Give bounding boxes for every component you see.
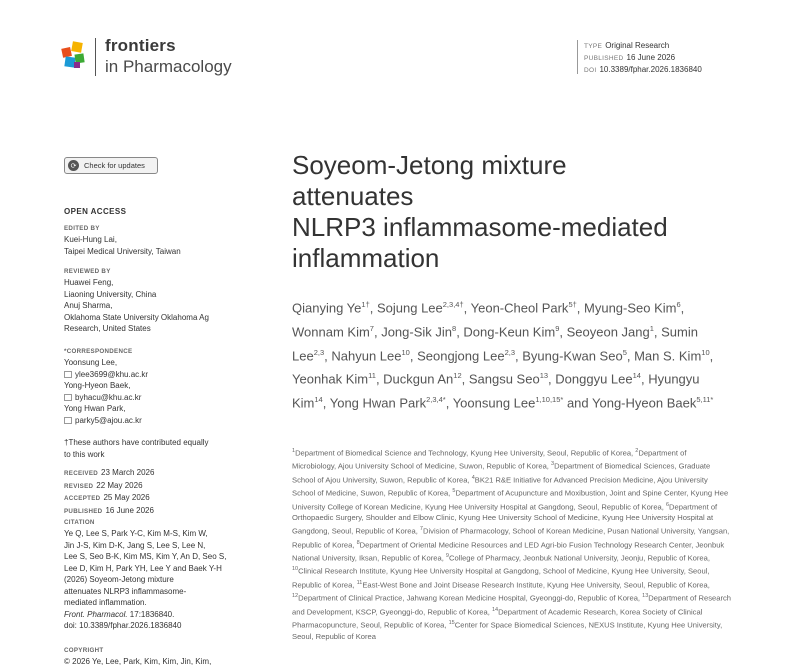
affiliation-text: Department of Acupuncture and Moxibustion, Joint and Spine Center, Kyung Hee University College of Korean Medicine, Kyung Hee University Hospital at Gangdong, Seoul, Republic of Korea, bbox=[292, 488, 729, 512]
refresh-icon: ⟳ bbox=[68, 160, 79, 171]
author-affiliation-marker: 10 bbox=[701, 347, 710, 357]
affiliation-text: Department of Microbiology, Ajou University School of Medicine, Suwon, Republic of Korea, bbox=[292, 448, 687, 471]
author-name[interactable]: Qianying Ye bbox=[292, 300, 362, 316]
citation-doi[interactable]: doi: 10.3389/fphar.2026.1836840 bbox=[64, 621, 182, 630]
edited-by-section: EDITED BY Kuei-Hung Lai, Taipei Medical University, Taiwan bbox=[64, 225, 181, 256]
author-affiliation-marker: 11 bbox=[368, 371, 376, 381]
author-affiliation-marker: 12 bbox=[453, 371, 462, 381]
affiliation-number: 15 bbox=[448, 620, 455, 627]
journal-name: in Pharmacology bbox=[105, 57, 232, 76]
article-published: PUBLISHED 16 June 2026 bbox=[584, 53, 676, 62]
affiliation-text: College of Pharmacy, Jeonbuk National University, Jeonju, Republic of Korea, bbox=[448, 553, 710, 563]
author-name[interactable]: Seoyeon Jang bbox=[566, 324, 650, 340]
author-name[interactable]: Hyungyu Kim bbox=[292, 371, 700, 411]
author-name[interactable]: Duckgun An bbox=[383, 371, 454, 387]
author-affiliation-marker: 6 bbox=[676, 300, 681, 309]
email-icon bbox=[64, 371, 72, 378]
reviewed-by-section: REVIEWED BY Huawei Feng, Liaoning University, China Anuj Sharma, Oklahoma State University Oklahoma Ag Research, United States bbox=[64, 268, 209, 333]
author-affiliation-marker: 5 bbox=[622, 347, 627, 357]
affiliation-list bbox=[292, 446, 732, 643]
affiliation-text: Clinical Research Institute, Kyung Hee University Hospital at Gangdong, School of Medicine, Kyung Hee University, Seoul, Republic of Korea, bbox=[292, 566, 710, 590]
copyright-section: COPYRIGHT © 2026 Ye, Lee, Park, Kim, Kim, Jin, Kim, bbox=[64, 647, 212, 666]
dates-section: RECEIVED 23 March 2026 REVISED 22 May 2026 ACCEPTED 25 May 2026 PUBLISHED 16 June 2026 bbox=[64, 468, 155, 515]
affiliation-number: 3 bbox=[551, 461, 555, 468]
affiliation-text: BK21 R&E Initiative for Advanced Precision Medicine, Ajou University School of Medicine, Suwon, Republic of Korea, bbox=[292, 475, 708, 498]
affiliation-number: 4 bbox=[471, 474, 475, 481]
affiliation-text: Department of Oriental Medicine Resources and LED Agri-bio Fusion Technology Research Center, Jeonbuk National University, Iksan, Republic of Korea, bbox=[292, 540, 725, 563]
author-name[interactable]: Sangsu Seo bbox=[468, 371, 540, 387]
affiliation-text: Department of Research and Development, KSCP, Gyeonggi-do, Republic of Korea, bbox=[292, 593, 731, 617]
affiliation-number: 2 bbox=[635, 448, 639, 454]
correspondence-section: *CORRESPONDENCE Yoonsung Lee, ylee3699@khu.ac.kr Yong-Hyeon Baek, byhacu@khu.ac.kr Yong Hwan Park, parky5@ajou.ac.kr bbox=[64, 348, 149, 425]
author-affiliation-marker: 9 bbox=[555, 323, 560, 333]
affiliation-text: Department of Academic Research, Korea Society of Clinical Pharmacopuncture, Seoul, Republic of Korea, bbox=[292, 607, 703, 630]
affiliation-number: 11 bbox=[356, 579, 363, 586]
author-name[interactable]: Donggyu Lee bbox=[555, 371, 633, 387]
author-name[interactable]: Yong Hwan Park bbox=[329, 395, 427, 411]
brand-divider bbox=[95, 38, 96, 76]
author-affiliation-marker: 1† bbox=[361, 300, 370, 309]
meta-divider bbox=[577, 40, 578, 74]
email-link[interactable]: ylee3699@khu.ac.kr bbox=[75, 369, 149, 379]
author-affiliation-marker: 5,11* bbox=[696, 395, 714, 405]
frontiers-logo-icon bbox=[60, 40, 90, 70]
affiliation-text: Department of Biomedical Science and Technology, Kyung Hee University, Seoul, Republic of Korea, bbox=[295, 448, 636, 458]
author-name[interactable]: Yoonsung Lee bbox=[452, 395, 536, 411]
citation-section: CITATION Ye Q, Lee S, Park Y-C, Kim M-S, Kim W, Jin J-S, Kim D-K, Jang S, Lee S, Lee N, Lee S, Seo B-K, Kim MS, Kim Y, An D, Seo S, Lee D, Kim H, Park YH, Lee Y and Baek Y-H (2026) Soyeom-Jetong mixture attenuates NLRP3 inflammasome- mediated inflammation. Front. Pharmacol. 17:1836840. doi: 10.3389/fphar.2026.1836840 bbox=[64, 518, 244, 632]
author-affiliation-marker: 1,10,15* bbox=[535, 395, 564, 405]
author-affiliation-marker: 5† bbox=[568, 300, 577, 309]
affiliation-number: 14 bbox=[491, 606, 499, 613]
affiliation-number: 13 bbox=[642, 593, 649, 600]
author-name[interactable]: Wonnam Kim bbox=[292, 324, 370, 340]
author-name[interactable]: Nahyun Lee bbox=[331, 347, 402, 363]
author-affiliation-marker: 2,3,4† bbox=[442, 300, 464, 309]
author-list: Qianying $Ye^{1\dagger}$, Sojung Lee$^{2,3,4\dagger}$, Yeon-Cheol Park$^{5\dagger}$, Myung-Seo Kim$^6$, Wonnam Kim$^7$, Jong-Sik Jin$^8$, Dong-Keun Kim$^9$, Seoyeon Jang$^1$, Sumin Lee$^{2,3}$, Nahyun Lee$^{10}$, Seongjong Lee$^{2,3}$, Byung-Kwan Seo$^5$, Man S. Kim$^{10}$, Yeonhak Kim$^{11}$, Duckgun An$^{12}$, Sangsu Seo$^{13}$, Donggyu Lee$^{14}$, Hyungyu Kim$^{14}$, Yong Hwan Park$^{2,3,4*}$, Yoonsung Lee$^{1,10,15*}$ and Yong-Hyeon Baek$^{5,11*}$ bbox=[292, 300, 714, 411]
author-affiliation-marker: 14 bbox=[632, 371, 641, 381]
affiliation-text: East-West Bone and Joint Disease Research Institute, Kyung Hee University, Seoul, Republic of Korea, bbox=[362, 580, 710, 590]
affiliation-text: Department of Clinical Practice, Jahwang Korean Medicine Hospital, Gyeonggi-do, Republic of Korea, bbox=[298, 593, 643, 603]
author-affiliation-marker: 13 bbox=[539, 371, 549, 381]
author-name[interactable]: Yeonhak Kim bbox=[292, 371, 369, 387]
author-name[interactable]: Seongjong Lee bbox=[417, 347, 505, 363]
affiliation-number: 7 bbox=[419, 526, 423, 533]
affiliation-text: Division of Pharmacology, School of Korean Medicine, Pusan National University, Yangsan, Republic of Korea, bbox=[292, 526, 730, 550]
affiliation-number: 1 bbox=[292, 448, 296, 454]
author-affiliation-marker: 2,3,4* bbox=[426, 395, 446, 405]
author-name[interactable]: Jong-Sik Jin bbox=[381, 324, 453, 340]
affiliation-text: Department of Biomedical Sciences, Graduate School of Ajou University, Suwon, Republic of Korea, bbox=[292, 461, 711, 485]
author-name[interactable]: Myung-Seo Kim bbox=[584, 300, 677, 316]
author-affiliation-marker: 10 bbox=[401, 347, 410, 357]
article-type: TYPE Original Research bbox=[584, 41, 670, 50]
affiliation-text: Department of Orthopaedic Surgery, Shoulder and Elbow Clinic, Kyung Hee University School of Medicine, Kyung Hee University Hospital at Gangdong, Seoul, Republic of Korea, bbox=[292, 502, 718, 536]
affiliation-number: 9 bbox=[445, 552, 449, 559]
affiliation-number: 5 bbox=[452, 488, 456, 495]
author-affiliation-marker: 7 bbox=[369, 323, 374, 333]
article-title: Soyeom-Jetong mixture attenuates NLRP3 inflammasome-mediated inflammation bbox=[292, 150, 668, 273]
affiliation-text: Center for Space Biomedical Sciences, NEXUS Institute, Kyung Hee University, Seoul, Republic of Korea bbox=[292, 620, 723, 641]
author-name[interactable]: Yong-Hyeon Baek bbox=[592, 395, 697, 411]
open-access-label: OPEN ACCESS bbox=[64, 207, 127, 216]
author-name[interactable]: Sumin Lee bbox=[292, 324, 698, 363]
author-name[interactable]: Man S. Kim bbox=[634, 347, 702, 363]
journal-name-bold: frontiers bbox=[105, 36, 176, 55]
author-name[interactable]: Yeon-Cheol Park bbox=[470, 300, 569, 316]
equal-contribution-note: †These authors have contributed equally to this work bbox=[64, 438, 209, 459]
email-icon bbox=[64, 394, 72, 401]
article-doi[interactable]: DOI 10.3389/fphar.2026.1836840 bbox=[584, 65, 702, 74]
author-affiliation-marker: 8 bbox=[452, 323, 457, 333]
author-affiliation-marker: 2,3 bbox=[313, 347, 325, 357]
author-name[interactable]: Dong-Keun Kim bbox=[463, 324, 556, 340]
affiliation-number: 10 bbox=[292, 566, 299, 573]
affiliation-number: 6 bbox=[665, 501, 670, 508]
check-for-updates-button[interactable]: ⟳ Check for updates bbox=[64, 157, 158, 174]
author-affiliation-marker: 1 bbox=[649, 323, 654, 333]
affiliation-number: 12 bbox=[292, 593, 299, 600]
affiliation-number: 8 bbox=[356, 539, 360, 546]
author-name[interactable]: Byung-Kwan Seo bbox=[522, 347, 623, 363]
author-affiliation-marker: 2,3 bbox=[504, 347, 515, 357]
email-link[interactable]: byhacu@khu.ac.kr bbox=[75, 392, 142, 402]
author-name[interactable]: Sojung Lee bbox=[376, 300, 443, 316]
email-icon bbox=[64, 417, 72, 424]
author-affiliation-marker: 14 bbox=[314, 395, 323, 405]
email-link[interactable]: parky5@ajou.ac.kr bbox=[75, 415, 142, 425]
